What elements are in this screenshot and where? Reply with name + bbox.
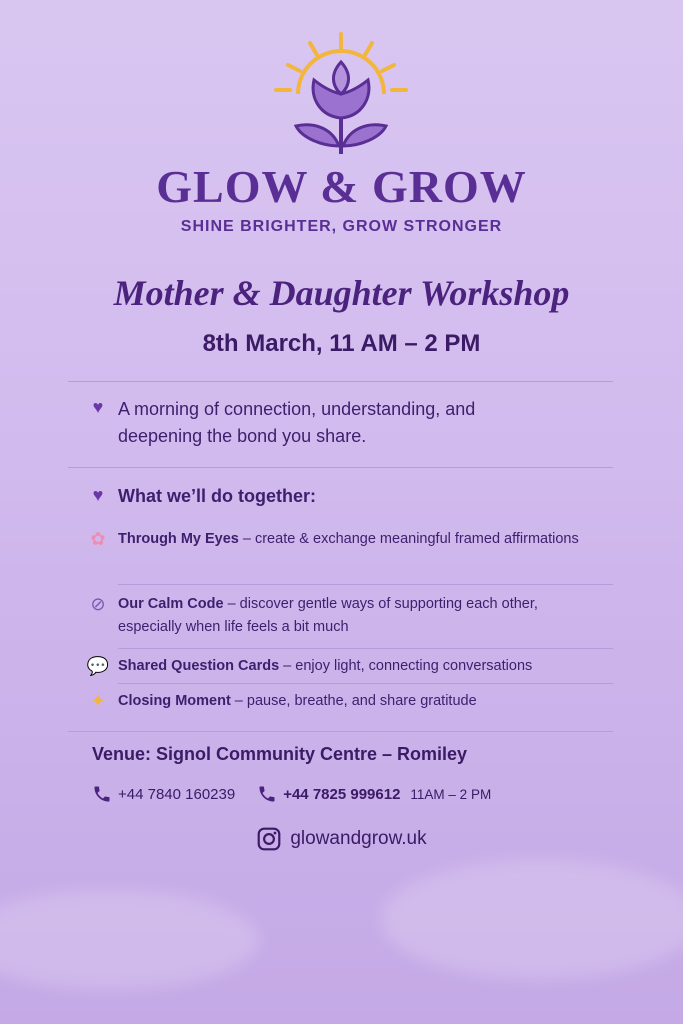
phone-2-number: +44 7825 999612 [283,785,401,803]
activity-name: Our Calm Code [118,596,224,612]
activity-desc: – pause, breathe, and share gratitude [230,693,477,709]
activity-name: Closing Moment [118,693,231,709]
brand-tagline: SHINE BRIGHTER, GROW STRONGER [180,218,503,235]
instagram-icon [256,826,282,852]
divider [118,584,613,585]
activity-name: Through My Eyes [118,531,239,547]
divider [118,648,613,649]
contact-phones [92,784,491,804]
event-title: Mother & Daughter Workshop [113,273,570,313]
phone-2[interactable] [257,784,400,804]
divider [68,731,613,732]
divider [118,683,613,684]
phone-icon [257,784,277,804]
intro [86,396,558,450]
divider [68,467,613,468]
sparkles-icon: ✦ [90,691,106,711]
no-entry-icon: ⊘ [90,594,106,614]
purple-heart-icon: ♥ [92,485,104,505]
instagram-handle: glowandgrow.uk [290,828,427,849]
phone-1[interactable] [92,784,235,804]
activity-desc: – create & exchange meaningful framed affirmations [238,531,579,547]
intro-text: A morning of connection, understanding, and deepening the bond you share. [118,399,476,446]
activities-heading [86,484,316,509]
phone-icon [92,784,112,804]
tulip-sun-logo [270,28,412,162]
activity-desc: – enjoy light, connecting conversations [279,658,533,674]
list-item [86,528,608,551]
phone-1-number: +44 7840 160239 [118,785,236,803]
purple-heart-icon: ♥ [92,397,104,417]
activity-desc: – discover gentle ways of supporting each other, especially when life feels a bit much [118,596,538,635]
list-item [86,593,578,639]
event-date: 8th March, 11 AM – 2 PM [202,330,481,357]
speech-bubble-icon: 💬 [86,656,110,676]
brand-name: GLOW & GROW [156,161,527,212]
activities-heading-text: What we’ll do together: [118,486,316,506]
instagram-link[interactable] [0,826,683,852]
venue: Venue: Signol Community Centre – Romiley [92,744,468,764]
contact-hours: 11AM – 2 PM [410,786,492,802]
divider [68,381,613,382]
list-item [86,655,628,678]
blossom-icon: ✿ [90,529,106,549]
activity-name: Shared Question Cards [118,658,280,674]
list-item [86,690,608,713]
